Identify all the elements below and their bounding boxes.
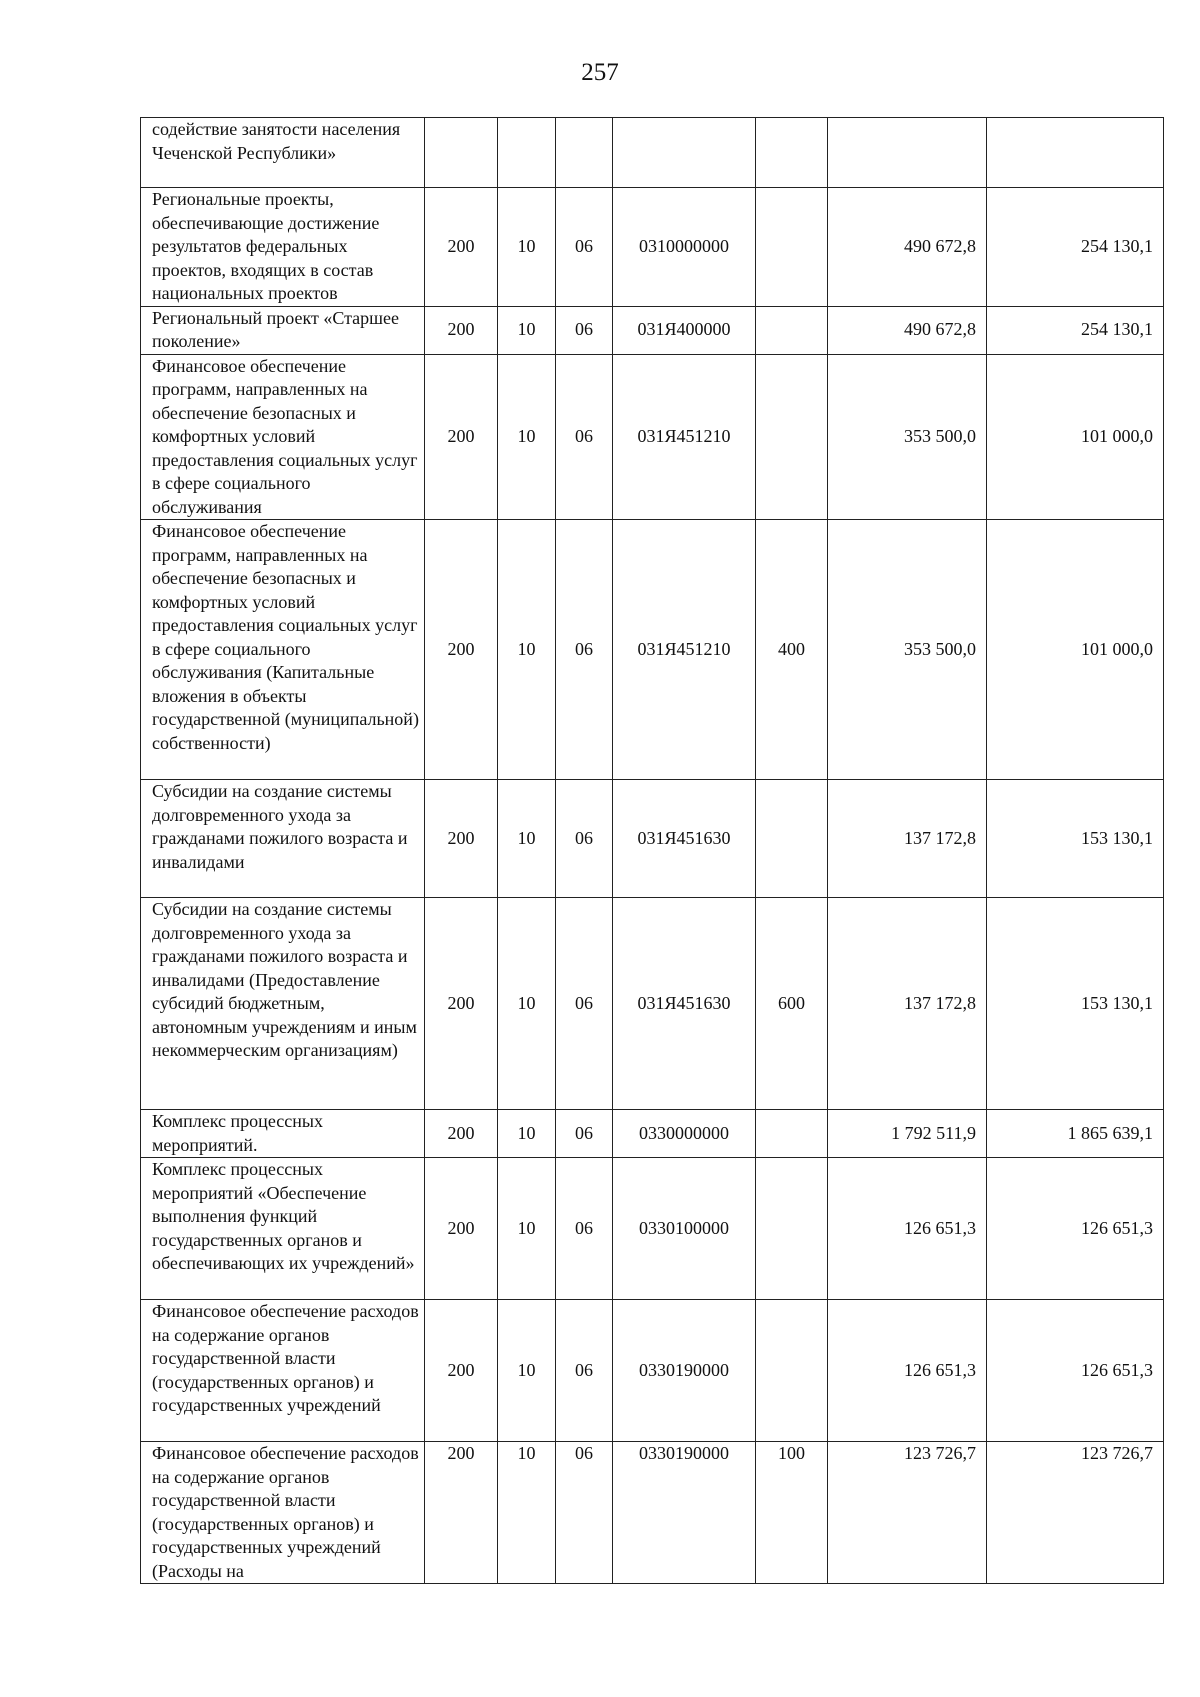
expense-type-code: 400 bbox=[756, 520, 828, 780]
table-row bbox=[141, 780, 1164, 898]
subsection-code: 06 bbox=[556, 354, 613, 520]
target-article-code bbox=[613, 118, 756, 188]
section-code: 10 bbox=[498, 1110, 556, 1158]
table-row bbox=[141, 520, 1164, 780]
row-name: Финансовое обеспечение расходов на содержание органов государственной власти (государственных органов) и государственных учреждений bbox=[141, 1300, 425, 1442]
target-article-code: 0330000000 bbox=[613, 1110, 756, 1158]
expense-type-code bbox=[756, 354, 828, 520]
subsection-code: 06 bbox=[556, 306, 613, 354]
subsection-code bbox=[556, 118, 613, 188]
table-row bbox=[141, 1442, 1164, 1584]
subsection-code: 06 bbox=[556, 1442, 613, 1584]
row-name: Комплекс процессных мероприятий «Обеспечение выполнения функций государственных органов и обеспечивающих их учреждений» bbox=[141, 1158, 425, 1300]
row-name: Субсидии на создание системы долговременного ухода за гражданами пожилого возраста и инвалидами (Предоставление субсидий бюджетным, автономным учреждениям и иным некоммерческим организациям) bbox=[141, 898, 425, 1110]
table-row bbox=[141, 354, 1164, 520]
admin-code: 200 bbox=[425, 898, 498, 1110]
table-row bbox=[141, 118, 1164, 188]
table-row bbox=[141, 898, 1164, 1110]
subsection-code: 06 bbox=[556, 1158, 613, 1300]
amount-year-1: 123 726,7 bbox=[828, 1442, 987, 1584]
row-name: содействие занятости населения Чеченской Республики» bbox=[141, 118, 425, 188]
section-code bbox=[498, 118, 556, 188]
admin-code: 200 bbox=[425, 520, 498, 780]
section-code: 10 bbox=[498, 1300, 556, 1442]
expense-type-code: 100 bbox=[756, 1442, 828, 1584]
expense-type-code bbox=[756, 1300, 828, 1442]
row-name: Финансовое обеспечение расходов на содержание органов государственной власти (государственных органов) и государственных учреждений (Расходы на bbox=[141, 1442, 425, 1584]
amount-year-1: 490 672,8 bbox=[828, 306, 987, 354]
subsection-code: 06 bbox=[556, 1110, 613, 1158]
admin-code: 200 bbox=[425, 1442, 498, 1584]
admin-code: 200 bbox=[425, 354, 498, 520]
row-name: Комплекс процессных мероприятий. bbox=[141, 1110, 425, 1158]
target-article-code: 031Я400000 bbox=[613, 306, 756, 354]
admin-code: 200 bbox=[425, 1158, 498, 1300]
amount-year-2: 101 000,0 bbox=[987, 354, 1164, 520]
admin-code: 200 bbox=[425, 1300, 498, 1442]
table-row bbox=[141, 306, 1164, 354]
expense-type-code bbox=[756, 118, 828, 188]
row-name: Финансовое обеспечение программ, направленных на обеспечение безопасных и комфортных условий предоставления социальных услуг в сфере социального обслуживания bbox=[141, 354, 425, 520]
admin-code: 200 bbox=[425, 1110, 498, 1158]
amount-year-1: 126 651,3 bbox=[828, 1158, 987, 1300]
amount-year-1: 353 500,0 bbox=[828, 520, 987, 780]
row-name: Региональный проект «Старшее поколение» bbox=[141, 306, 425, 354]
expense-type-code bbox=[756, 1110, 828, 1158]
subsection-code: 06 bbox=[556, 520, 613, 780]
subsection-code: 06 bbox=[556, 1300, 613, 1442]
amount-year-2: 126 651,3 bbox=[987, 1158, 1164, 1300]
target-article-code: 031Я451630 bbox=[613, 780, 756, 898]
expense-type-code bbox=[756, 306, 828, 354]
row-name: Субсидии на создание системы долговременного ухода за гражданами пожилого возраста и инвалидами bbox=[141, 780, 425, 898]
budget-table bbox=[140, 117, 1164, 1584]
table-row bbox=[141, 188, 1164, 307]
section-code: 10 bbox=[498, 306, 556, 354]
target-article-code: 0330100000 bbox=[613, 1158, 756, 1300]
amount-year-1: 353 500,0 bbox=[828, 354, 987, 520]
admin-code: 200 bbox=[425, 306, 498, 354]
amount-year-1 bbox=[828, 118, 987, 188]
target-article-code: 031Я451210 bbox=[613, 520, 756, 780]
section-code: 10 bbox=[498, 188, 556, 307]
table-row bbox=[141, 1110, 1164, 1158]
amount-year-2: 1 865 639,1 bbox=[987, 1110, 1164, 1158]
expense-type-code bbox=[756, 188, 828, 307]
expense-type-code: 600 bbox=[756, 898, 828, 1110]
row-name: Региональные проекты, обеспечивающие достижение результатов федеральных проектов, входящих в состав национальных проектов bbox=[141, 188, 425, 307]
table-row bbox=[141, 1300, 1164, 1442]
subsection-code: 06 bbox=[556, 188, 613, 307]
amount-year-2: 254 130,1 bbox=[987, 306, 1164, 354]
amount-year-2: 126 651,3 bbox=[987, 1300, 1164, 1442]
amount-year-2 bbox=[987, 118, 1164, 188]
section-code: 10 bbox=[498, 898, 556, 1110]
admin-code: 200 bbox=[425, 780, 498, 898]
target-article-code: 031Я451210 bbox=[613, 354, 756, 520]
target-article-code: 0330190000 bbox=[613, 1300, 756, 1442]
target-article-code: 031Я451630 bbox=[613, 898, 756, 1110]
amount-year-1: 137 172,8 bbox=[828, 898, 987, 1110]
amount-year-1: 490 672,8 bbox=[828, 188, 987, 307]
amount-year-2: 153 130,1 bbox=[987, 898, 1164, 1110]
expense-type-code bbox=[756, 1158, 828, 1300]
table-row bbox=[141, 1158, 1164, 1300]
amount-year-2: 153 130,1 bbox=[987, 780, 1164, 898]
section-code: 10 bbox=[498, 1442, 556, 1584]
amount-year-1: 137 172,8 bbox=[828, 780, 987, 898]
expense-type-code bbox=[756, 780, 828, 898]
target-article-code: 0310000000 bbox=[613, 188, 756, 307]
amount-year-1: 1 792 511,9 bbox=[828, 1110, 987, 1158]
amount-year-2: 123 726,7 bbox=[987, 1442, 1164, 1584]
page-number: 257 bbox=[581, 59, 619, 86]
subsection-code: 06 bbox=[556, 780, 613, 898]
amount-year-2: 101 000,0 bbox=[987, 520, 1164, 780]
target-article-code: 0330190000 bbox=[613, 1442, 756, 1584]
row-name: Финансовое обеспечение программ, направленных на обеспечение безопасных и комфортных условий предоставления социальных услуг в сфере социального обслуживания (Капитальные вложения в объекты государственной (муниципальной) собственности) bbox=[141, 520, 425, 780]
amount-year-1: 126 651,3 bbox=[828, 1300, 987, 1442]
section-code: 10 bbox=[498, 354, 556, 520]
subsection-code: 06 bbox=[556, 898, 613, 1110]
section-code: 10 bbox=[498, 1158, 556, 1300]
section-code: 10 bbox=[498, 780, 556, 898]
admin-code bbox=[425, 118, 498, 188]
admin-code: 200 bbox=[425, 188, 498, 307]
amount-year-2: 254 130,1 bbox=[987, 188, 1164, 307]
section-code: 10 bbox=[498, 520, 556, 780]
